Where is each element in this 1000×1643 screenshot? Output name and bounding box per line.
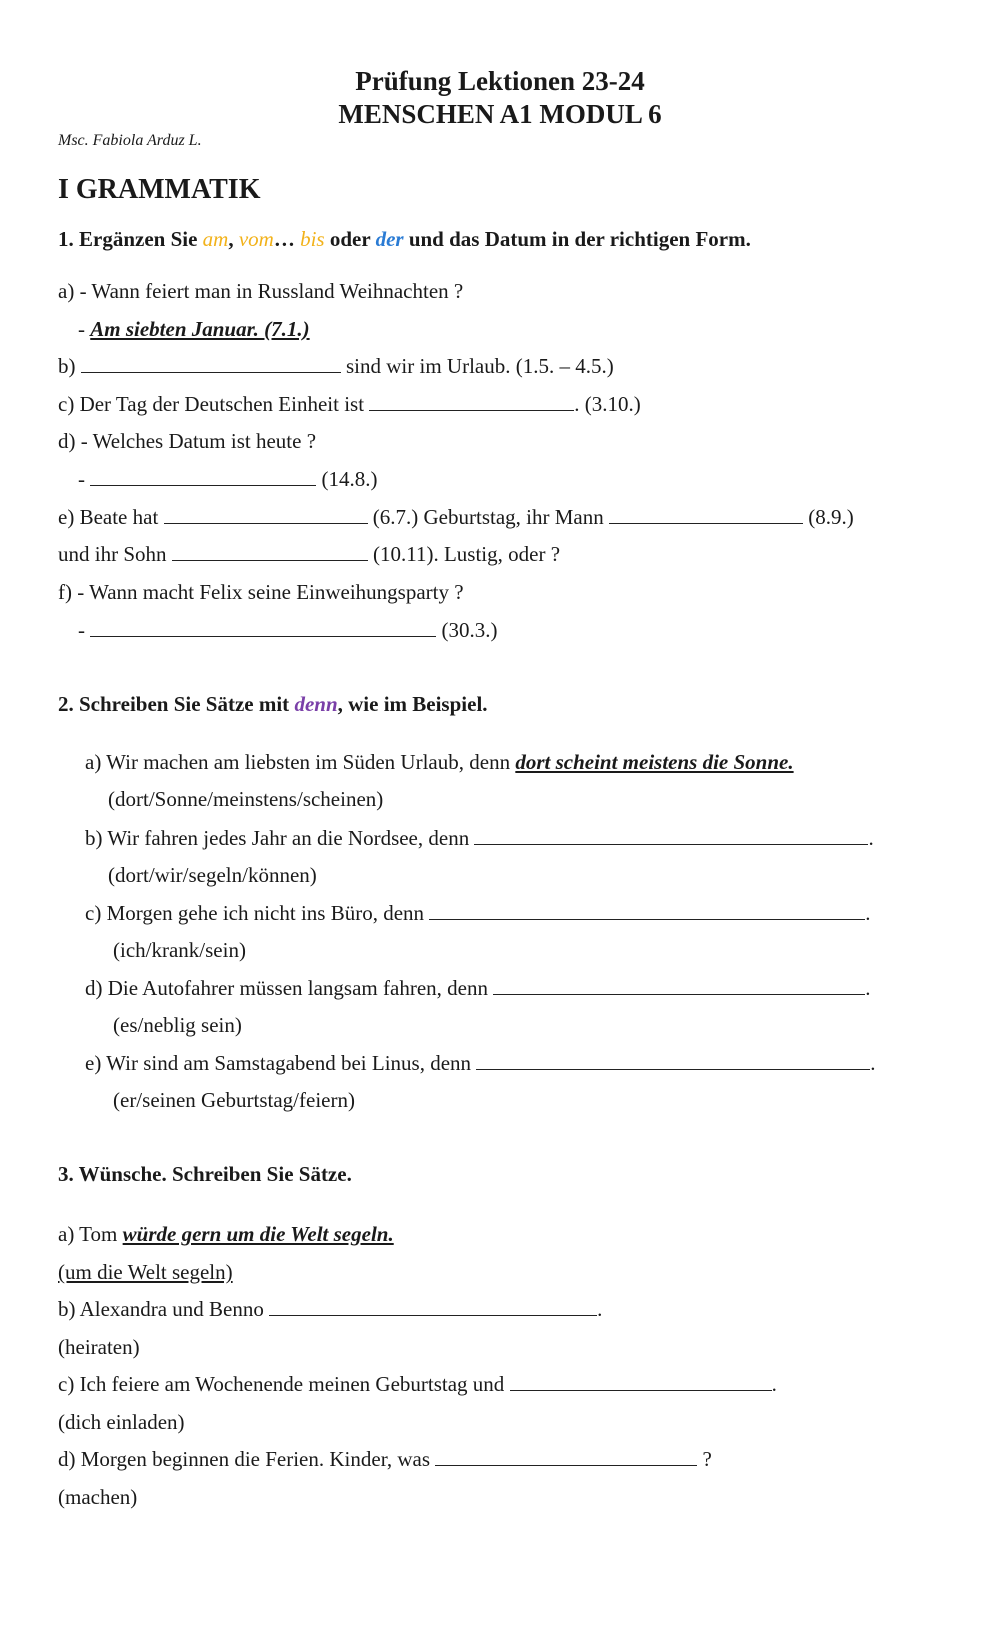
answer-blank[interactable] <box>269 1297 597 1316</box>
task2-e: e) Wir sind am Samstagabend bei Linus, denn . <box>85 1051 876 1075</box>
task2-a-hint: (dort/Sonne/meinstens/scheinen) <box>108 787 384 811</box>
task3-b: b) Alexandra und Benno . <box>58 1297 603 1321</box>
keyword-denn: denn <box>294 692 338 716</box>
answer-blank[interactable] <box>164 505 368 524</box>
answer-blank[interactable] <box>172 542 368 561</box>
task1-f-question: f) - Wann macht Felix seine Einweihungsparty ? <box>58 580 464 604</box>
task1-b: b) sind wir im Urlaub. (1.5. – 4.5.) <box>58 354 614 378</box>
task1-d-question: d) - Welches Datum ist heute ? <box>58 429 317 453</box>
task2-c: c) Morgen gehe ich nicht ins Büro, denn . <box>85 901 871 925</box>
task3-instruction: 3. Wünsche. Schreiben Sie Sätze. <box>58 1162 352 1186</box>
task3-d: d) Morgen beginnen die Ferien. Kinder, was ? <box>58 1447 712 1471</box>
task2-b: b) Wir fahren jedes Jahr an die Nordsee, denn . <box>85 826 874 850</box>
task1-a-answer: - Am siebten Januar. (7.1.) <box>78 317 310 341</box>
answer-blank[interactable] <box>435 1447 697 1466</box>
keyword-am: am <box>202 227 229 251</box>
task3-b-hint: (heiraten) <box>58 1335 140 1359</box>
author: Msc. Fabiola Arduz L. <box>58 132 202 149</box>
task2-e-hint: (er/seinen Geburtstag/feiern) <box>113 1088 355 1112</box>
answer-blank[interactable] <box>474 826 868 845</box>
answer-blank[interactable] <box>81 354 341 373</box>
task1-c: c) Der Tag der Deutschen Einheit ist . (3.10.) <box>58 392 641 416</box>
task2-instruction: 2. Schreiben Sie Sätze mit denn, wie im Beispiel. <box>58 692 488 716</box>
page-subtitle: MENSCHEN A1 MODUL 6 <box>338 99 662 129</box>
task2-d: d) Die Autofahrer müssen langsam fahren, denn . <box>85 976 871 1000</box>
task2-d-hint: (es/neblig sein) <box>113 1013 242 1037</box>
page-title: Prüfung Lektionen 23-24 <box>355 66 645 96</box>
task1-e-continued: und ihr Sohn (10.11). Lustig, oder ? <box>58 542 561 566</box>
task3-a-hint: (um die Welt segeln) <box>58 1260 233 1284</box>
answer-blank[interactable] <box>476 1051 870 1070</box>
task3-d-hint: (machen) <box>58 1485 138 1509</box>
answer-blank[interactable] <box>369 392 574 411</box>
answer-blank[interactable] <box>510 1372 772 1391</box>
task3-c-hint: (dich einladen) <box>58 1410 185 1434</box>
task1-e: e) Beate hat (6.7.) Geburtstag, ihr Mann (8.9.) <box>58 505 854 529</box>
answer-blank[interactable] <box>429 901 865 920</box>
section-title: I GRAMMATIK <box>58 174 261 205</box>
task1-a-question: a) - Wann feiert man in Russland Weihnachten ? <box>58 279 464 303</box>
task2-c-hint: (ich/krank/sein) <box>113 938 246 962</box>
task2-b-hint: (dort/wir/segeln/können) <box>108 863 317 887</box>
answer-blank[interactable] <box>493 976 865 995</box>
task2-a: a) Wir machen am liebsten im Süden Urlaub, denn dort scheint meistens die Sonne. <box>85 750 794 774</box>
keyword-bis: bis <box>300 227 325 251</box>
task3-c: c) Ich feiere am Wochenende meinen Geburtstag und . <box>58 1372 777 1396</box>
keyword-der: der <box>375 227 404 251</box>
task3-a: a) Tom würde gern um die Welt segeln. <box>58 1222 394 1246</box>
task1-instruction: 1. Ergänzen Sie am, vom… bis oder der und das Datum in der richtigen Form. <box>58 227 751 251</box>
task1-f-answer: - (30.3.) <box>78 618 498 642</box>
answer-blank[interactable] <box>609 505 803 524</box>
answer-blank[interactable] <box>90 467 316 486</box>
task1-d-answer: - (14.8.) <box>78 467 378 491</box>
keyword-vom: vom <box>238 227 274 251</box>
answer-blank[interactable] <box>90 618 436 637</box>
